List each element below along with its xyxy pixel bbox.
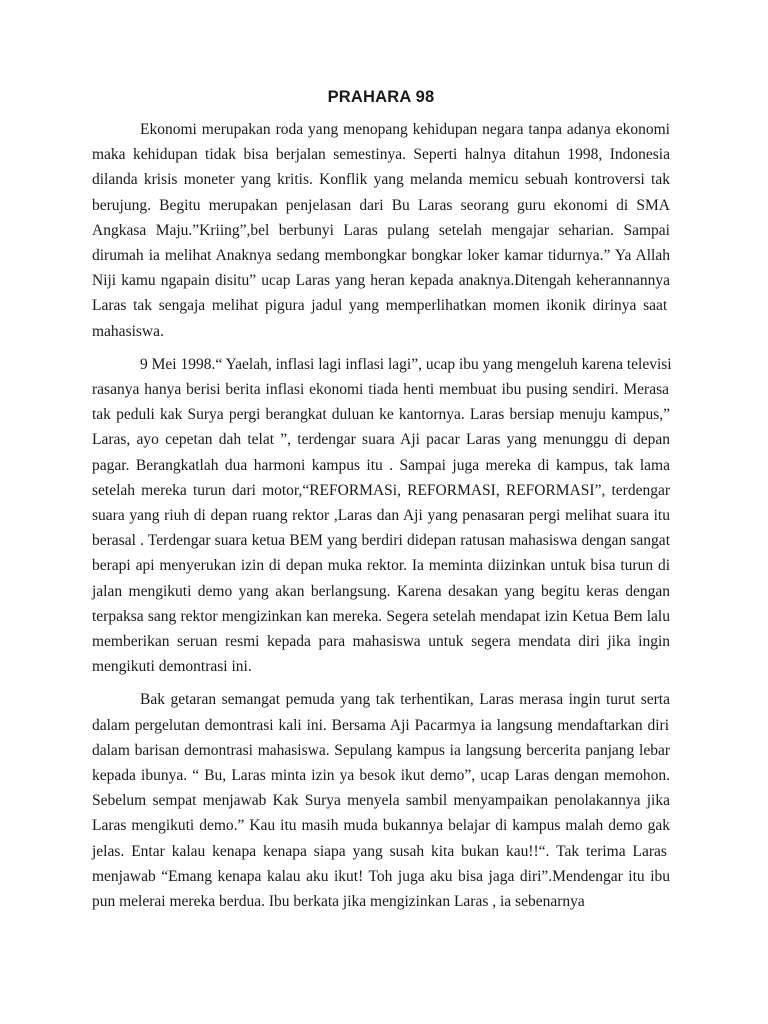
text-line: Laras tak sengaja melihat pigura jadul yang memperlihatkan momen ikonik dirinya saat — [92, 297, 668, 315]
text-line: rasanya hanya berisi berita inflasi ekonomi tiada henti membuat ibu pusing sendiri. Merasa — [92, 381, 670, 399]
text-line: Niji kamu ngapain disitu” ucap Laras yang heran kepada anaknya.Ditengah keherannannya — [92, 272, 670, 290]
paragraph — [92, 687, 670, 914]
text-line: terpaksa sang rektor mengizinkan kan mereka. Segera setelah mendapat izin Ketua Bem lalu — [92, 607, 670, 625]
text-line: setelah mereka turun dari motor,“REFORMASi, REFORMASI, REFORMASI”, terdengar — [92, 481, 670, 499]
text-line: pagar. Berangkatlah dua harmoni kampus itu . Sampai juga mereka di kampus, tak lama — [92, 456, 670, 474]
text-line: dalam barisan demontrasi mahasiswa. Sepulang kampus ia langsung bercerita panjang lebar — [92, 741, 670, 759]
text-line: dirumah ia melihat Anaknya sedang membongkar bongkar loker kamar tidurnya.” Ya Allah — [92, 247, 670, 265]
paragraph — [92, 117, 670, 344]
text-line: kepada ibunya. “ Bu, Laras minta izin ya besok ikut demo”, ucap Laras dengan memohon. — [92, 767, 670, 785]
text-line: maka kehidupan tidak bisa berjalan semestinya. Seperti halnya ditahun 1998, Indonesia — [92, 146, 670, 164]
text-line: jelas. Entar kalau kenapa kenapa siapa yang susah kita bukan kau!!“. Tak terima Laras — [92, 842, 667, 860]
text-line: Ekonomi merupakan roda yang menopang kehidupan negara tanpa adanya ekonomi — [140, 121, 670, 138]
text-line: 9 Mei 1998.“ Yaelah, inflasi lagi inflasi lagi”, ucap ibu yang mengeluh karena televisi — [140, 355, 672, 373]
text-line: pun melerai mereka berdua. Ibu berkata jika mengizinkan Laras , ia sebenarnya — [92, 893, 585, 911]
text-line: Bak getaran semangat pemuda yang tak terhentikan, Laras merasa ingin turut serta — [140, 691, 670, 709]
text-line: menjawab “Emang kenapa kalau aku ikut! Toh juga aku bisa jaga diri”.Mendengar itu ibu — [92, 867, 670, 885]
text-line: mengikuti demontrasi ini. — [92, 658, 252, 676]
text-line: berapi api menyerukan izin di depan muka rektor. Ia meminta diizinkan untuk bisa turun di — [92, 557, 670, 575]
document-title: PRAHARA 98 — [327, 88, 435, 106]
document-body — [92, 117, 670, 914]
paragraph — [92, 352, 670, 680]
text-line: berujung. Begitu merupakan penjelasan dari Bu Laras seorang guru ekonomi di SMA — [92, 196, 670, 214]
text-line: suara yang riuh di depan ruang rektor ,Laras dan Aji yang penasaran pergi melihat suara itu — [92, 507, 670, 525]
text-line: Sebelum sempat menjawab Kak Surya menyela sambil menyampaikan penolakannya jika — [92, 792, 670, 810]
text-line: dilanda krisis moneter yang kritis. Konflik yang melanda memicu sebuah kontroversi tak — [92, 171, 670, 189]
text-line: dalam pergelutan demontrasi kali ini. Bersama Aji Pacarmya ia langsung mendaftarkan diri — [92, 716, 670, 734]
text-line: Laras mengikuti demo.” Kau itu masih muda bukannya belajar di kampus malah demo gak — [92, 817, 670, 835]
text-line: tak peduli kak Surya pergi berangkat duluan ke kantornya. Laras bersiap menuju kampus,” — [92, 406, 670, 424]
text-line: jalan mengikuti demo yang akan berlangsung. Karena desakan yang begitu keras dengan — [92, 582, 670, 600]
text-line: memberikan seruan resmi kepada para mahasiswa untuk segera mendata diri jika ingin — [92, 633, 670, 651]
text-line: berasal . Terdengar suara ketua BEM yang berdiri didepan ratusan mahasiswa dengan sangat — [92, 532, 670, 550]
text-line: Laras, ayo cepetan dah telat ”, terdengar suara Aji pacar Laras yang menunggu di depan — [92, 431, 670, 449]
text-line: mahasiswa. — [92, 322, 164, 340]
text-line: Angkasa Maju.”Kriing”,bel berbunyi Laras pulang setelah mengajar seharian. Sampai — [92, 221, 670, 239]
document-page — [92, 88, 670, 922]
